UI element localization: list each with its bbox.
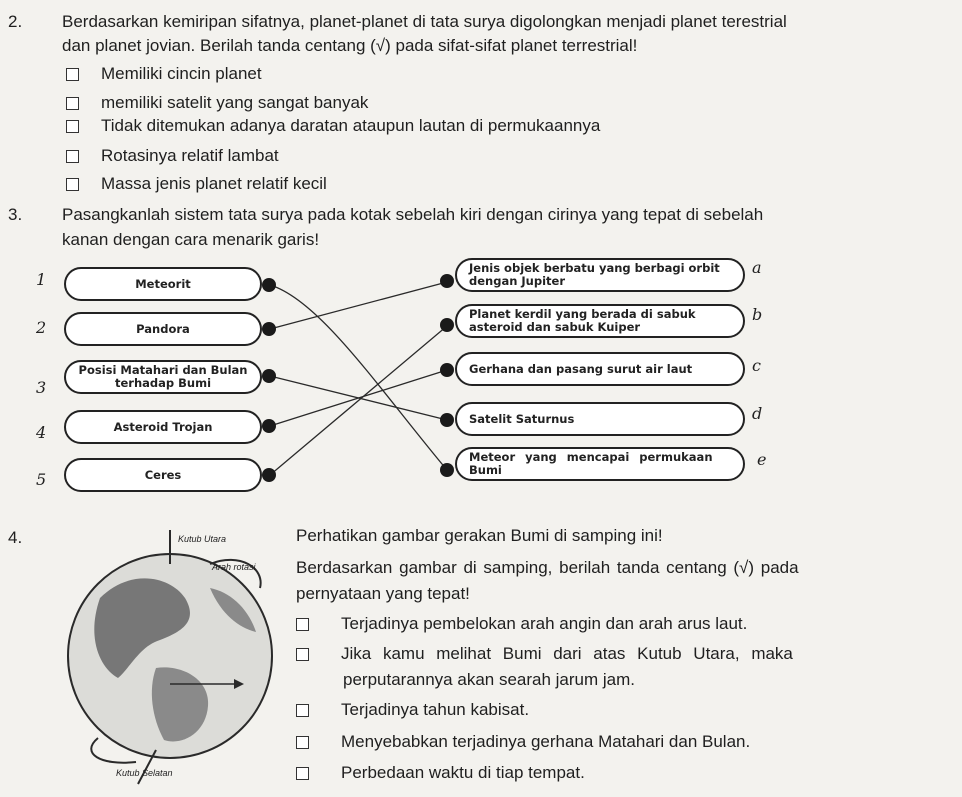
right-item-b[interactable] <box>455 304 745 338</box>
right-item-e[interactable] <box>455 447 745 481</box>
connector-dot[interactable] <box>262 278 276 292</box>
right-item-a[interactable] <box>455 258 745 292</box>
hand-letter: e <box>757 450 767 469</box>
checkbox[interactable] <box>296 767 309 780</box>
connector-dot[interactable] <box>440 274 454 288</box>
right-item-label: Satelit Saturnus <box>469 411 575 426</box>
left-item-posisi-matahari[interactable] <box>64 360 262 394</box>
q2-text-line1: Berdasarkan kemiripan sifatnya, planet-planet di tata surya digolongkan menjadi planet terestrial <box>62 12 787 31</box>
match-line <box>270 285 447 470</box>
option-label: Terjadinya pembelokan arah angin dan arah arus laut. <box>341 614 748 633</box>
left-item-label: Meteorit <box>135 276 191 291</box>
option-label: memiliki satelit yang sangat banyak <box>101 93 369 112</box>
hand-letter: b <box>752 305 763 324</box>
q2-number: 2. <box>8 12 23 31</box>
checkbox[interactable] <box>296 704 309 717</box>
right-item-label: dengan Jupiter <box>469 274 566 288</box>
option-label: Jika kamu melihat Bumi dari atas Kutub Utara, maka <box>341 644 793 663</box>
connector-dot[interactable] <box>440 363 454 377</box>
q4-intro: Perhatikan gambar gerakan Bumi di samping ini! <box>296 526 663 545</box>
hand-number: 2 <box>36 318 47 337</box>
connector-dot[interactable] <box>440 413 454 427</box>
hand-letter: d <box>752 404 763 423</box>
q4-option[interactable] <box>296 644 793 664</box>
checkbox[interactable] <box>296 648 309 661</box>
checkbox[interactable] <box>296 736 309 749</box>
left-item-label: Ceres <box>144 467 182 482</box>
connector-dot[interactable] <box>262 468 276 482</box>
option-label: Menyebabkan terjadinya gerhana Matahari dan Bulan. <box>341 732 751 751</box>
label-south-pole: Kutub Selatan <box>116 768 173 778</box>
left-item-ceres[interactable] <box>64 458 262 492</box>
connector-dot[interactable] <box>440 463 454 477</box>
left-item-meteorit[interactable] <box>64 267 262 301</box>
hand-number: 1 <box>36 270 47 289</box>
connector-dot[interactable] <box>262 369 276 383</box>
right-item-c[interactable] <box>455 352 745 386</box>
earth-rotation-illustration <box>60 528 290 790</box>
q4-option[interactable] <box>296 732 750 752</box>
right-item-label: asteroid dan sabuk Kuiper <box>469 320 641 334</box>
left-item-label: Asteroid Trojan <box>113 419 213 434</box>
connector-dot[interactable] <box>440 318 454 332</box>
option-label: Perbedaan waktu di tiap tempat. <box>341 763 585 782</box>
q4-option[interactable] <box>296 700 529 720</box>
q4-text-line2: Berdasarkan gambar di samping, berilah tanda centang (√) pada <box>296 558 799 577</box>
q4-option-continuation: perputarannya akan searah jarum jam. <box>343 670 635 689</box>
option-label: Massa jenis planet relatif kecil <box>101 174 327 193</box>
q2-text-line2: dan planet jovian. Berilah tanda centang (√) pada sifat-sifat planet terrestrial! <box>62 36 638 55</box>
hand-number: 4 <box>36 423 47 442</box>
hand-number: 5 <box>36 470 47 489</box>
q3-number: 3. <box>8 205 23 224</box>
q4-option[interactable] <box>296 763 585 783</box>
checkbox[interactable] <box>296 618 309 631</box>
left-item-asteroid-trojan[interactable] <box>64 410 262 444</box>
hand-letter: a <box>752 258 762 277</box>
left-item-label: Pandora <box>136 321 190 336</box>
left-item-label: Posisi Matahari dan Bulan <box>78 363 248 377</box>
right-item-d[interactable] <box>455 402 745 436</box>
option-label: Tidak ditemukan adanya daratan ataupun lautan di permukaannya <box>101 116 601 135</box>
option-label: Memiliki cincin planet <box>101 64 262 83</box>
option-label: Terjadinya tahun kabisat. <box>341 700 530 719</box>
q3-text-line1: Pasangkanlah sistem tata surya pada kotak sebelah kiri dengan cirinya yang tepat di sebelah <box>62 205 764 224</box>
option-label: Rotasinya relatif lambat <box>101 146 279 165</box>
right-item-label: Meteor yang mencapai permukaan <box>469 450 713 464</box>
right-item-label: Bumi <box>469 463 502 477</box>
q4-text-line3: pernyataan yang tepat! <box>296 584 470 603</box>
q3-text-line2: kanan dengan cara menarik garis! <box>62 230 320 249</box>
q4-option[interactable] <box>296 614 747 634</box>
match-line <box>270 326 447 475</box>
right-item-label: Gerhana dan pasang surut air laut <box>469 361 693 376</box>
match-line <box>270 282 447 329</box>
q4-number: 4. <box>8 528 23 547</box>
hand-number: 3 <box>36 378 47 397</box>
hand-letter: c <box>752 356 761 375</box>
right-item-label: Jenis objek berbatu yang berbagi orbit <box>469 261 720 275</box>
left-item-label: terhadap Bumi <box>114 376 212 390</box>
left-item-pandora[interactable] <box>64 312 262 346</box>
label-north-pole: Kutub Utara <box>178 534 227 544</box>
label-rotation: Arah rotasi <box>212 562 256 572</box>
connector-dot[interactable] <box>262 322 276 336</box>
match-line <box>270 370 447 426</box>
connector-dot[interactable] <box>262 419 276 433</box>
right-item-label: Planet kerdil yang berada di sabuk <box>469 307 696 321</box>
